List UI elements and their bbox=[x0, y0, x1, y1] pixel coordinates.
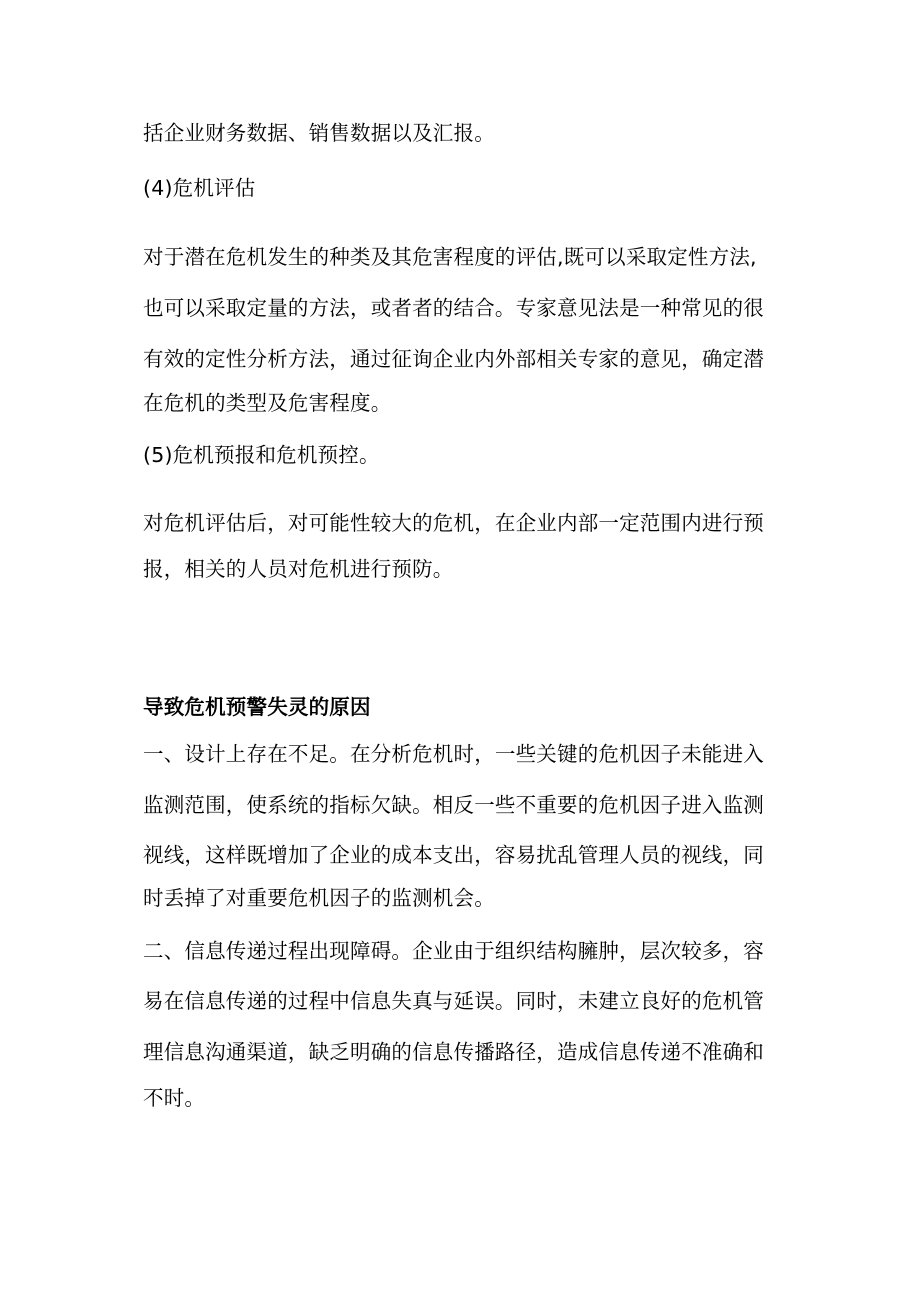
text-line-3: 对于潜在危机发生的种类及其危害程度的评估,既可以采取定性方法, bbox=[143, 245, 757, 269]
text-line-14: 时丢掉了对重要危机因子的监测机会。 bbox=[143, 886, 495, 910]
text-line-12: 监测范围，使系统的指标欠缺。相反一些不重要的危机因子进入监测 bbox=[143, 793, 764, 817]
text-line-6: 在危机的类型及危害程度。 bbox=[143, 391, 392, 415]
text-line-11: 一、设计上存在不足。在分析危机时，一些关键的危机因子未能进入 bbox=[143, 742, 764, 766]
text-line-18: 不时。 bbox=[143, 1086, 206, 1110]
item-5-title: (5)危机预报和危机预控。 bbox=[143, 443, 380, 467]
item-4-title: (4)危机评估 bbox=[143, 176, 256, 200]
text-line-17: 理信息沟通渠道，缺乏明确的信息传播路径，造成信息传递不准确和 bbox=[143, 1040, 764, 1064]
section-heading: 导致危机预警失灵的原因 bbox=[143, 695, 371, 719]
text-line-4: 也可以采取定量的方法，或者者的结合。专家意见法是一种常见的很 bbox=[143, 296, 764, 320]
text-line-15: 二、信息传递过程出现障碍。企业由于组织结构臃肿，层次较多，容 bbox=[143, 939, 764, 963]
text-line-16: 易在信息传递的过程中信息失真与延误。同时，未建立良好的危机管 bbox=[143, 989, 764, 1013]
text-line-13: 视线，这样既增加了企业的成本支出，容易扰乱管理人员的视线，同 bbox=[143, 843, 764, 867]
text-line-9: 报，相关的人员对危机进行预防。 bbox=[143, 557, 454, 581]
text-line-1: 括企业财务数据、销售数据以及汇报。 bbox=[143, 121, 495, 145]
text-line-8: 对危机评估后，对可能性较大的危机，在企业内部一定范围内进行预 bbox=[143, 511, 764, 535]
text-line-5: 有效的定性分析方法，通过征询企业内外部相关专家的意见，确定潜 bbox=[143, 347, 764, 371]
